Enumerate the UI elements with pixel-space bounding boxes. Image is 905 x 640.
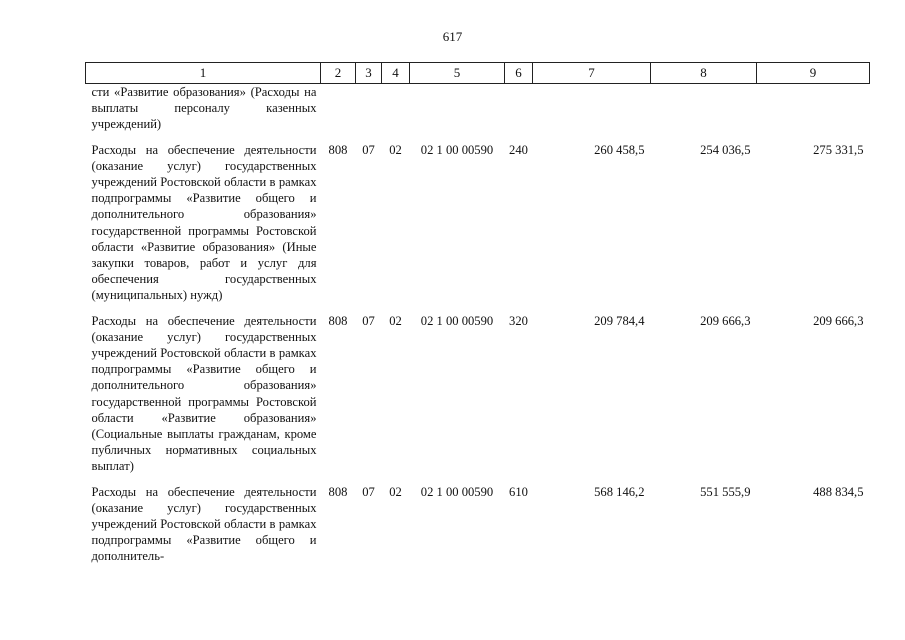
column-header-5: 5 xyxy=(410,63,505,84)
row-description: Расходы на обеспечение деятельности (оказание услуг) государственных учреждений Ростовской области в рамках подпрограммы «Развитие общего и дополнитель- xyxy=(91,484,317,564)
row-description: Расходы на обеспечение деятельности (оказание услуг) государственных учреждений Ростовской области в рамках подпрограммы «Развитие общего и дополнительного образования» государственной программы Ростовской области «Развитие образования» (Социальные выплаты гражданам, кроме публичных нормативных социальных выплат) xyxy=(91,313,317,474)
subsection-code: 02 xyxy=(389,484,402,499)
table-row xyxy=(86,481,870,571)
amount-year-3: 209 666,3 xyxy=(813,313,864,328)
target-code: 02 1 00 00590 xyxy=(420,313,494,328)
amount-year-3: 488 834,5 xyxy=(813,484,864,499)
column-header-1: 1 xyxy=(86,63,321,84)
subsection-code: 02 xyxy=(389,313,402,328)
section-code: 07 xyxy=(362,313,375,328)
section-code: 07 xyxy=(362,484,375,499)
table-row xyxy=(86,310,870,481)
subsection-code: 02 xyxy=(389,142,402,157)
continuation-description: сти «Развитие образования» (Расходы на выплаты персоналу казенных учреждений) xyxy=(91,85,317,132)
expense-type-code: 320 xyxy=(509,313,528,328)
target-code: 02 1 00 00590 xyxy=(420,484,494,499)
amount-year-2: 209 666,3 xyxy=(700,313,751,328)
amount-year-2: 551 555,9 xyxy=(700,484,751,499)
header-row xyxy=(86,63,870,84)
amount-year-1: 260 458,5 xyxy=(594,142,645,157)
column-header-6: 6 xyxy=(505,63,533,84)
ministry-code: 808 xyxy=(328,142,348,157)
budget-table xyxy=(85,62,870,571)
row-description: Расходы на обеспечение деятельности (оказание услуг) государственных учреждений Ростовской области в рамках подпрограммы «Развитие общего и дополнительного образования» государственной программы Ростовской области «Развитие образования» (Иные закупки товаров, работ и услуг для обеспечения государственных (муниципальных) нужд) xyxy=(91,142,317,303)
column-header-8: 8 xyxy=(651,63,757,84)
ministry-code: 808 xyxy=(328,313,348,328)
target-code: 02 1 00 00590 xyxy=(420,142,494,157)
table-row xyxy=(86,139,870,310)
column-header-2: 2 xyxy=(321,63,356,84)
ministry-code: 808 xyxy=(328,484,348,499)
column-header-4: 4 xyxy=(382,63,410,84)
amount-year-1: 568 146,2 xyxy=(594,484,645,499)
column-header-3: 3 xyxy=(356,63,382,84)
amount-year-1: 209 784,4 xyxy=(594,313,645,328)
section-code: 07 xyxy=(362,142,375,157)
expense-type-code: 240 xyxy=(509,142,528,157)
column-header-7: 7 xyxy=(533,63,651,84)
amount-year-3: 275 331,5 xyxy=(813,142,864,157)
amount-year-2: 254 036,5 xyxy=(700,142,751,157)
expense-type-code: 610 xyxy=(509,484,528,499)
table-row-continuation xyxy=(86,84,870,139)
column-header-9: 9 xyxy=(757,63,870,84)
page-number: 617 xyxy=(442,29,463,44)
